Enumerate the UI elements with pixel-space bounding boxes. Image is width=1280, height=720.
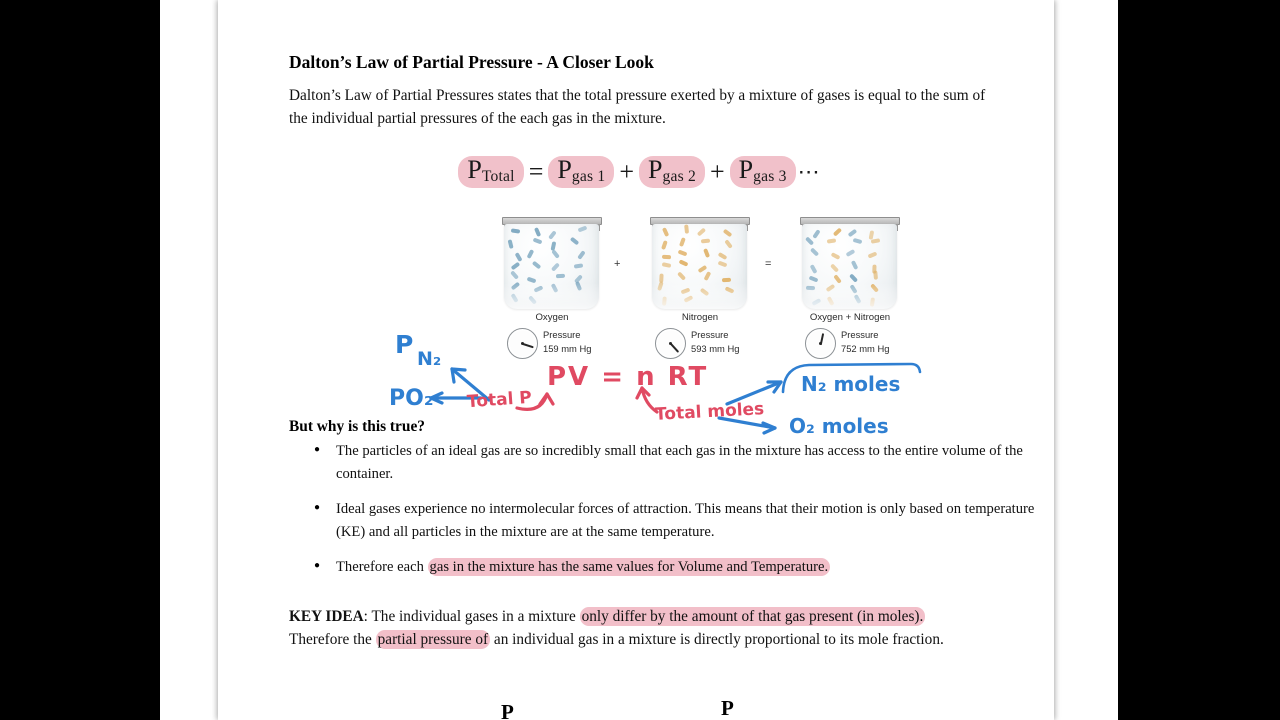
gas-particle [533,285,543,292]
gas-particle [703,271,711,281]
pressure-gauge-group [805,328,923,362]
gas-particle [658,281,665,291]
gas-particle [827,238,836,243]
gas-particle [511,282,521,291]
equation-operator-plus-2: + [709,157,725,186]
gas-particle [830,252,840,260]
gas-particle [853,237,863,243]
list-item: ● Ideal gases experience no intermolecular forces of attraction. This means that their motion is only based on temperature (KE) and all particles in the mixture are at the same temperature. [336,498,1036,543]
gas-particle [681,287,691,294]
gas-particle [848,229,858,238]
equation-operator-equals: = [528,157,544,186]
gas-container-nitrogen [652,224,747,309]
gas-particle [683,295,693,303]
term-sub: gas 1 [571,168,606,186]
gas-particle [574,264,583,269]
document-page [218,0,1054,720]
bullet3-highlight: gas in the mixture has the same values for Volume and Temperature. [429,559,829,576]
term-sub: Total [481,168,515,186]
annotation-p-label: P [395,330,414,359]
gas-particle [662,263,672,269]
key-idea-label: KEY IDEA [289,608,364,625]
gauge-label [841,328,889,355]
page-content [289,0,1035,720]
gas-particle [678,249,688,256]
gauge-hub [819,342,822,345]
gauge-icon [507,328,538,359]
pressure-label: Pressure [691,329,729,340]
gas-particle [548,230,557,240]
gas-particle [697,265,707,273]
key-idea-part3: an individual gas in a mixture is directly proportional to its mole fraction. [490,631,944,648]
gauge-hub [669,342,672,345]
gas-particle [722,278,731,283]
letterbox-right [1118,0,1280,720]
gas-container-oxygen [504,224,599,309]
gas-particle [806,286,815,290]
gas-particle [550,283,558,293]
pressure-label: Pressure [543,329,581,340]
bottom-fragment-left: P [501,700,514,720]
container-caption: Oxygen [535,312,569,323]
annotation-po2: PO₂ [389,386,434,411]
gas-particle [551,249,560,259]
gas-particle [870,297,875,306]
gas-particle [577,226,587,233]
pressure-value: 159 mm Hg [543,342,592,354]
equation-ellipsis: ⋯ [797,159,820,184]
gas-particle [509,270,518,280]
gas-particle [661,227,668,237]
gas-particle [717,261,727,268]
gas-particle [724,239,733,249]
annotation-n2-moles: N₂ moles [801,372,901,396]
pressure-gauge-group [655,328,773,362]
gas-particle [510,294,518,304]
gauge-label [691,328,739,355]
gas-particle [569,236,579,245]
annotation-ideal-gas-law: PV = n RT [547,362,709,392]
term-sub: gas 2 [662,168,696,186]
gas-particle [811,298,821,306]
gas-particle [810,247,819,256]
gas-particle [514,252,522,262]
gas-particle [827,296,835,306]
gas-container-mixture [802,224,897,309]
gas-particle [551,262,560,271]
key-idea-highlight-1: only differ by the amount of that gas present (in moles). [581,608,924,625]
gas-particle [678,260,688,267]
gas-particle [701,239,710,244]
gas-particle [511,228,520,233]
reason-list [289,440,1036,592]
gas-particle [533,237,543,244]
gas-particle [825,283,835,292]
page-title: Dalton’s Law of Partial Pressure - A Closer Look [289,52,654,72]
equation-term-total [458,155,523,188]
bottom-fragment-right: P [721,696,734,720]
annotation-n2-subscript: N₂ [417,348,442,370]
gas-particle [662,297,667,306]
gas-particle [810,264,818,274]
container-caption: Oxygen + Nitrogen [809,312,891,323]
diagram-plus-symbol: + [614,258,621,270]
gas-particle [532,261,542,270]
gas-particle [833,274,842,284]
gas-particle [684,225,689,234]
gas-particle [677,271,686,280]
why-heading: But why is this true? [289,418,425,435]
dalton-equation [289,148,989,196]
gas-particle [679,237,686,247]
bottom-cut-off-fragments [289,696,989,720]
list-item: ● The particles of an ideal gas are so incredibly small that each gas in the mixture has access to the entire volume of the container. [336,440,1036,485]
gas-particle [577,250,586,260]
gas-particle [851,260,859,270]
gas-particle [510,261,520,270]
pressure-value: 593 mm Hg [691,342,740,354]
gas-particle [661,240,668,250]
key-idea-part2: Therefore the [289,631,376,648]
list-item [336,556,1036,579]
gas-particle [575,282,582,292]
gas-particle [808,276,818,283]
key-idea-part1: : The individual gases in a mixture [363,608,580,625]
gas-particle [813,229,822,239]
equation-term-gas1 [548,155,614,188]
gas-particle [703,248,710,258]
key-idea-paragraph [289,605,989,651]
term-base: P [738,155,754,185]
gas-particle [845,249,855,257]
letterbox-left [0,0,160,720]
pressure-gauge-group [507,328,625,362]
gas-particle [534,227,541,237]
gas-container-diagram [289,206,989,366]
gas-particle [849,273,858,282]
gas-particle [830,263,839,272]
bullet3-lead: Therefore each [336,559,428,576]
gauge-label [543,328,591,355]
equation-term-gas3 [730,155,796,188]
equation-term-gas2 [639,155,705,188]
gas-particle [574,274,583,283]
container-caption: Nitrogen [681,312,719,323]
gas-particle [725,287,735,295]
gas-particle [700,287,710,296]
gas-particle [697,228,706,237]
intro-paragraph: Dalton’s Law of Partial Pressures states that the total pressure exerted by a mixture of gases is equal to the sum of the individual partial pressures of the each gas in the mixture. [289,87,986,127]
equation-operator-plus-1: + [619,157,634,186]
gas-particle [527,249,535,259]
term-base: P [648,155,663,185]
pressure-label: Pressure [841,329,879,340]
term-base: P [467,155,482,185]
gas-particle [853,294,861,304]
diagram-equals-symbol: = [765,258,772,270]
annotation-o2-moles: O₂ moles [789,414,889,438]
gauge-icon [805,328,836,359]
pressure-value: 752 mm Hg [841,342,890,354]
gauge-icon [655,328,686,359]
gas-particle [867,252,877,259]
term-sub: gas 3 [753,168,787,186]
gas-particle [873,271,878,280]
gas-particle [722,228,732,237]
annotation-total-moles: Total moles [654,399,765,425]
term-base: P [557,155,572,185]
gas-particle [871,238,881,244]
annotation-total-p: Total P [466,387,533,413]
gas-particle [718,252,728,260]
key-idea-highlight-2: partial pressure of [377,631,489,648]
gas-particle [661,255,670,260]
gas-particle [833,228,842,237]
gauge-hub [521,342,524,345]
gas-particle [528,295,537,305]
gas-particle [507,240,513,250]
gas-particle [556,274,565,279]
gas-particle [870,283,879,293]
gas-particle [527,276,537,283]
gas-particle [850,284,858,294]
